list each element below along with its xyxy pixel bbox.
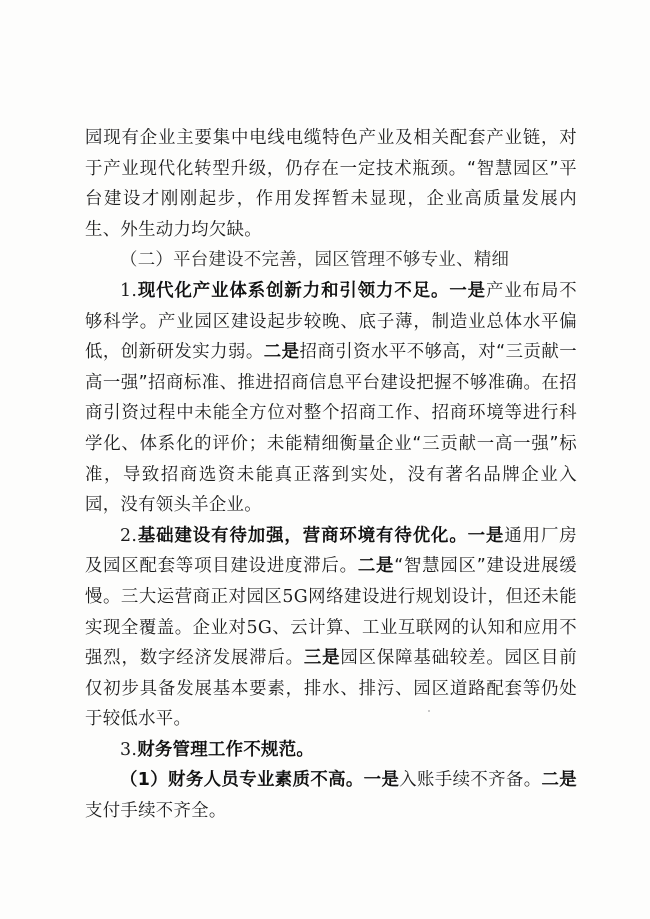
body-text: 支付手续不齐全。 [85, 801, 227, 822]
paragraph-p6 [85, 765, 577, 826]
body-text: 网络建设进行规划设计，但还未能实现全覆盖。企业对 [85, 586, 577, 638]
body-text: 通用厂房及园区配套等项目建设进度滞后。 [85, 525, 577, 577]
emphasis-text: 二是 [263, 342, 300, 363]
body-text: 入账手续不齐备。 [399, 770, 542, 791]
scan-speck [428, 710, 430, 712]
paragraph-p2 [85, 245, 577, 276]
document-body [85, 123, 577, 827]
body-text: 、云计算、工业互联网的认知和应用不强烈，数字经济发展滞后。 [85, 617, 578, 669]
emphasis-text: 现代化产业体系创新力和引领力不足。 [137, 280, 450, 301]
body-text: “智慧园区”建设进展缓慢。三大运营商正对园区 [85, 556, 577, 607]
body-text: 产业布局不够科学。产业园区建设起步较晚、底子薄，制造业总体水平偏低，创新研发实力弱。 [85, 280, 577, 363]
emphasis-text: 一是 [467, 525, 505, 546]
paragraph-p4 [85, 521, 577, 735]
emphasis-text: 二是 [357, 556, 395, 577]
emphasis-text: 二是 [541, 770, 577, 791]
emphasis-text: （1）财务人员专业素质不高。 [120, 770, 364, 791]
body-text: 1. [120, 280, 138, 301]
emphasis-text: 财务管理工作不规范。 [137, 739, 315, 760]
emphasis-text: 三是 [303, 648, 341, 669]
emphasis-text: 一是 [449, 280, 486, 301]
body-text: 园区保障基础较差。园区目前仅初步具备发展基本要素，排水、排污、园区道路配套等仍处于较低水平。 [85, 648, 577, 730]
body-text: 园现有企业主要集中电线电缆特色产业及相关配套产业链，对于产业现代化转型升级，仍存在一定技术瓶颈。“智慧园区”平台建设才刚刚起步，作用发挥暂未显现，企业高质量发展内生、外生动力均欠缺。 [85, 128, 577, 240]
emphasis-text: 基础建设有待加强，营商环境有待优化。 [137, 525, 468, 546]
body-text: 2. [120, 525, 138, 546]
paragraph-p5 [85, 735, 577, 766]
body-text: （二）平台建设不完善，园区管理不够专业、精细 [120, 250, 510, 271]
body-text: 5G [282, 586, 308, 607]
paragraph-p3 [85, 276, 577, 521]
body-text: 5G [246, 617, 273, 638]
body-text: 3. [120, 739, 138, 760]
emphasis-text: 一是 [363, 770, 400, 791]
paragraph-p1 [85, 123, 577, 245]
body-text: 招商引资水平不够高，对“三贡献一高一强”招商标准、推进招商信息平台建设把握不够准确。在招商引资过程中未能全方位对整个招商工作、招商环境等进行科学化、体系化的评价；未能精细衡量企业“三贡献一高一强”标准，导致招商选资未能真正落到实处，没有著名品牌企业入园，没有领头羊企业。 [85, 342, 577, 516]
